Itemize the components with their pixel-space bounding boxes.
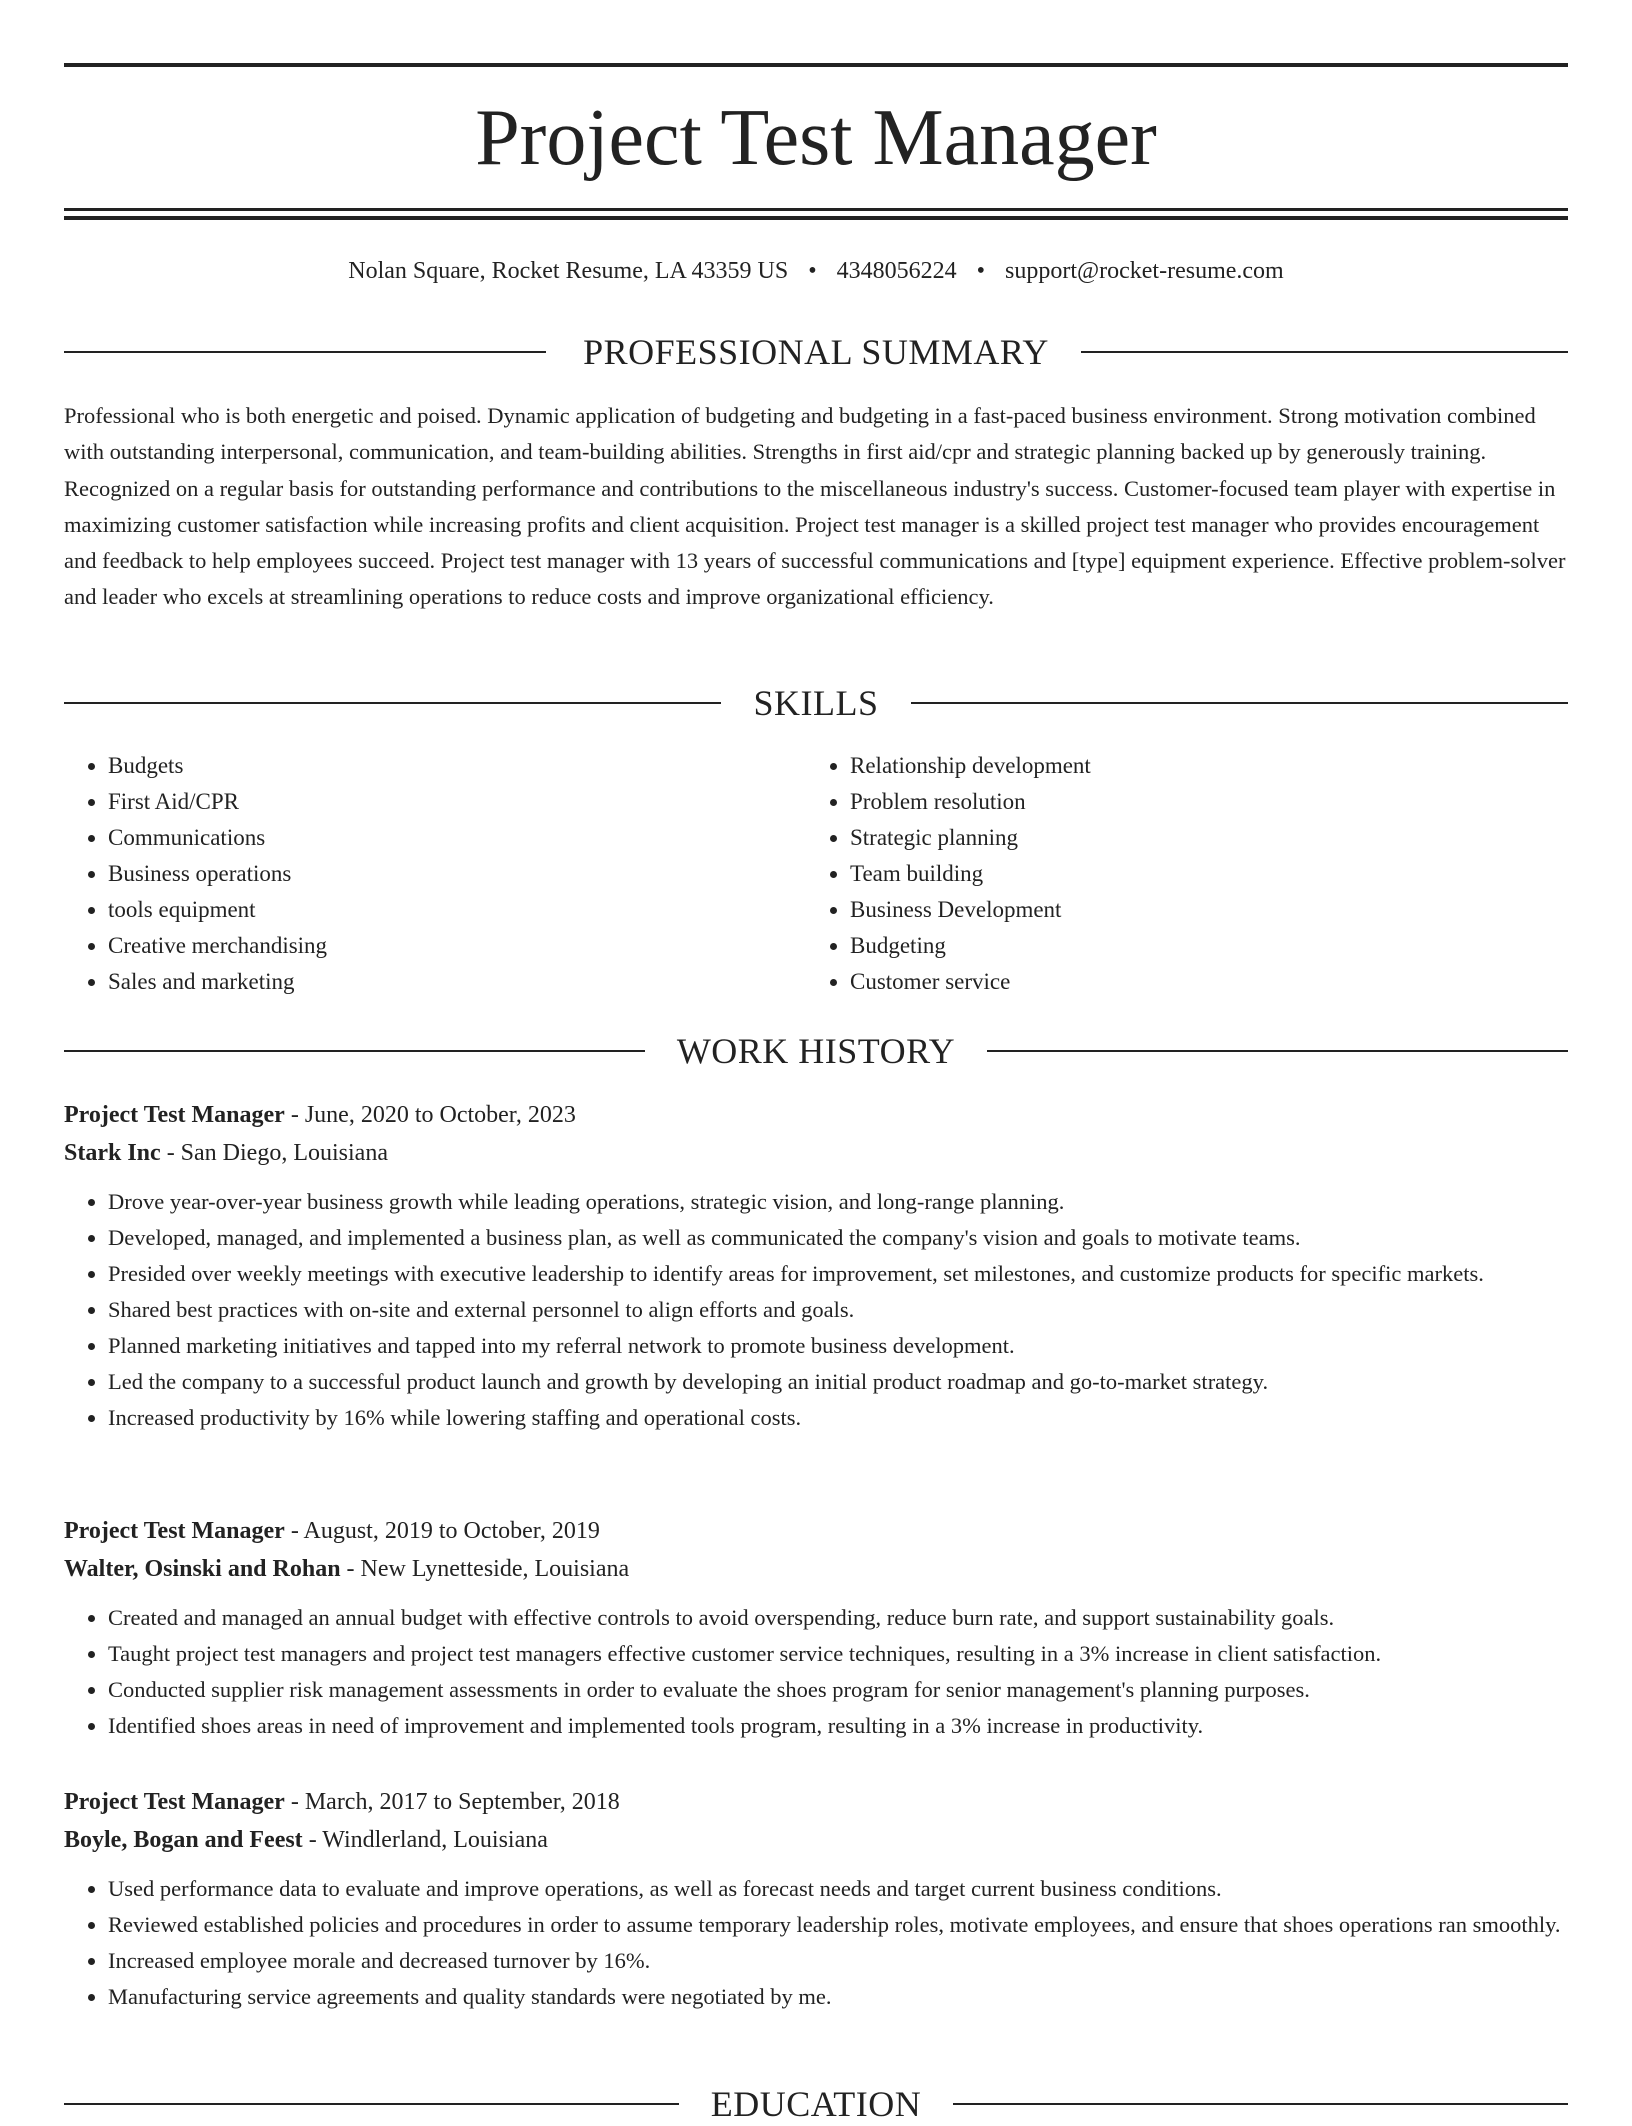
- job-bullet: • Increased employee morale and decreased turnover by 16%.: [108, 1943, 1568, 1979]
- job-company-line: [64, 1134, 1568, 1172]
- job-dates: - March, 2017 to September, 2018: [284, 1789, 620, 1815]
- contact-phone: 4348056224: [836, 258, 957, 284]
- job-company: Stark Inc: [64, 1140, 161, 1166]
- skill-item: • Customer service: [850, 964, 1091, 1000]
- skill-item: • Budgeting: [850, 928, 1091, 964]
- job-location: - Windlerland, Louisiana: [302, 1827, 548, 1853]
- skill-item: • Creative merchandising: [108, 928, 327, 964]
- skill-item: • Business operations: [108, 856, 327, 892]
- job-title-line: [64, 1512, 1568, 1550]
- job-bullet: • Used performance data to evaluate and improve operations, as well as forecast needs and target current business conditions.: [108, 1871, 1568, 1907]
- skills-heading: [64, 681, 1568, 725]
- skill-item: • First Aid/CPR: [108, 784, 327, 820]
- job-location: - San Diego, Louisiana: [160, 1140, 388, 1166]
- contact-separator: •: [808, 258, 817, 284]
- skills-list-left: [64, 748, 327, 1000]
- job-bullets: [64, 1871, 1568, 2015]
- contact-line: [64, 254, 1568, 288]
- skill-item: • Team building: [850, 856, 1091, 892]
- skill-item: • Business Development: [850, 892, 1091, 928]
- candidate-name: Project Test Manager: [475, 94, 1157, 182]
- job-bullet: • Manufacturing service agreements and quality standards were negotiated by me.: [108, 1979, 1568, 2015]
- job-bullet: • Conducted supplier risk management assessments in order to evaluate the shoes program for senior management's planning purposes.: [108, 1672, 1568, 1708]
- skill-item: • Strategic planning: [850, 820, 1091, 856]
- job-bullet: • Presided over weekly meetings with executive leadership to identify areas for improvement, set milestones, and customize products for specific markets.: [108, 1256, 1568, 1292]
- summary-heading-text: PROFESSIONAL SUMMARY: [551, 332, 1081, 372]
- job-bullet: • Taught project test managers and project test managers effective customer service techniques, resulting in a 3% increase in client satisfaction.: [108, 1636, 1568, 1672]
- job-company: Boyle, Bogan and Feest: [64, 1827, 303, 1853]
- header-top-rule: [64, 63, 1568, 67]
- job-bullet: • Created and managed an annual budget with effective controls to avoid overspending, reduce burn rate, and support sustainability goals.: [108, 1600, 1568, 1636]
- job-dates: - August, 2019 to October, 2019: [284, 1518, 600, 1544]
- skills-list-right: [806, 748, 1091, 1000]
- job-company-line: [64, 1821, 1568, 1859]
- job-bullet: • Identified shoes areas in need of improvement and implemented tools program, resulting in a 3% increase in productivity.: [108, 1708, 1568, 1744]
- header-bottom-rule-2: [64, 216, 1568, 220]
- job-title-line: [64, 1783, 1568, 1821]
- work-history-heading: [64, 1029, 1568, 1073]
- job-bullet: • Developed, managed, and implemented a business plan, as well as communicated the company's vision and goals to motivate teams.: [108, 1220, 1568, 1256]
- summary-text: Professional who is both energetic and poised. Dynamic application of budgeting and budgeting in a fast-paced business environment. Strong motivation combined with outstanding interpersonal, communication, and team-building abilities. Strengths in first aid/cpr and strategic planning backed up by generously training. Recognized on a regular basis for outstanding performance and contributions to the miscellaneous industry's success. Customer-focused team player with expertise in maximizing customer satisfaction while increasing profits and client acquisition. Project test manager is a skilled project test manager who provides encouragement and feedback to help employees succeed. Project test manager with 13 years of successful communications and [type] equipment experience. Effective problem-solver and leader who excels at streamlining operations to reduce costs and improve organizational efficiency.: [64, 403, 1566, 610]
- work-history-heading-text: WORK HISTORY: [645, 1031, 987, 1071]
- skills-heading-text: SKILLS: [721, 683, 910, 723]
- skill-item: • Problem resolution: [850, 784, 1091, 820]
- skill-item: • tools equipment: [108, 892, 327, 928]
- job-entry: [64, 1783, 1568, 2015]
- job-title-line: [64, 1096, 1568, 1134]
- education-heading-text: EDUCATION: [679, 2084, 953, 2124]
- job-location: - New Lynetteside, Louisiana: [340, 1556, 630, 1582]
- job-bullet: • Drove year-over-year business growth while leading operations, strategic vision, and long-range planning.: [108, 1184, 1568, 1220]
- skill-item: • Budgets: [108, 748, 327, 784]
- job-title: Project Test Manager: [64, 1789, 285, 1815]
- job-company: Walter, Osinski and Rohan: [64, 1556, 341, 1582]
- skill-item: • Relationship development: [850, 748, 1091, 784]
- job-title: Project Test Manager: [64, 1102, 285, 1128]
- job-bullets: [64, 1184, 1568, 1436]
- job-company-line: [64, 1550, 1568, 1588]
- education-heading: [64, 2082, 1568, 2126]
- job-bullet: • Reviewed established policies and procedures in order to assume temporary leadership roles, motivate employees, and ensure that shoes operations ran smoothly.: [108, 1907, 1568, 1943]
- job-bullet: • Led the company to a successful product launch and growth by developing an initial product roadmap and go-to-market strategy.: [108, 1364, 1568, 1400]
- skill-item: • Sales and marketing: [108, 964, 327, 1000]
- job-bullet: • Increased productivity by 16% while lowering staffing and operational costs.: [108, 1400, 1568, 1436]
- job-bullet: • Shared best practices with on-site and external personnel to align efforts and goals.: [108, 1292, 1568, 1328]
- job-title: Project Test Manager: [64, 1518, 285, 1544]
- contact-separator: •: [976, 258, 986, 284]
- job-bullets: [64, 1600, 1568, 1744]
- job-entry: [64, 1512, 1568, 1744]
- job-entry: [64, 1096, 1568, 1436]
- contact-email: support@rocket-resume.com: [1005, 258, 1284, 284]
- skill-item: • Communications: [108, 820, 327, 856]
- job-dates: - June, 2020 to October, 2023: [284, 1102, 576, 1128]
- header-bottom-rule: [64, 208, 1568, 211]
- summary-heading: [64, 330, 1568, 374]
- contact-address: Nolan Square, Rocket Resume, LA 43359 US: [348, 258, 789, 284]
- job-bullet: • Planned marketing initiatives and tapped into my referral network to promote business development.: [108, 1328, 1568, 1364]
